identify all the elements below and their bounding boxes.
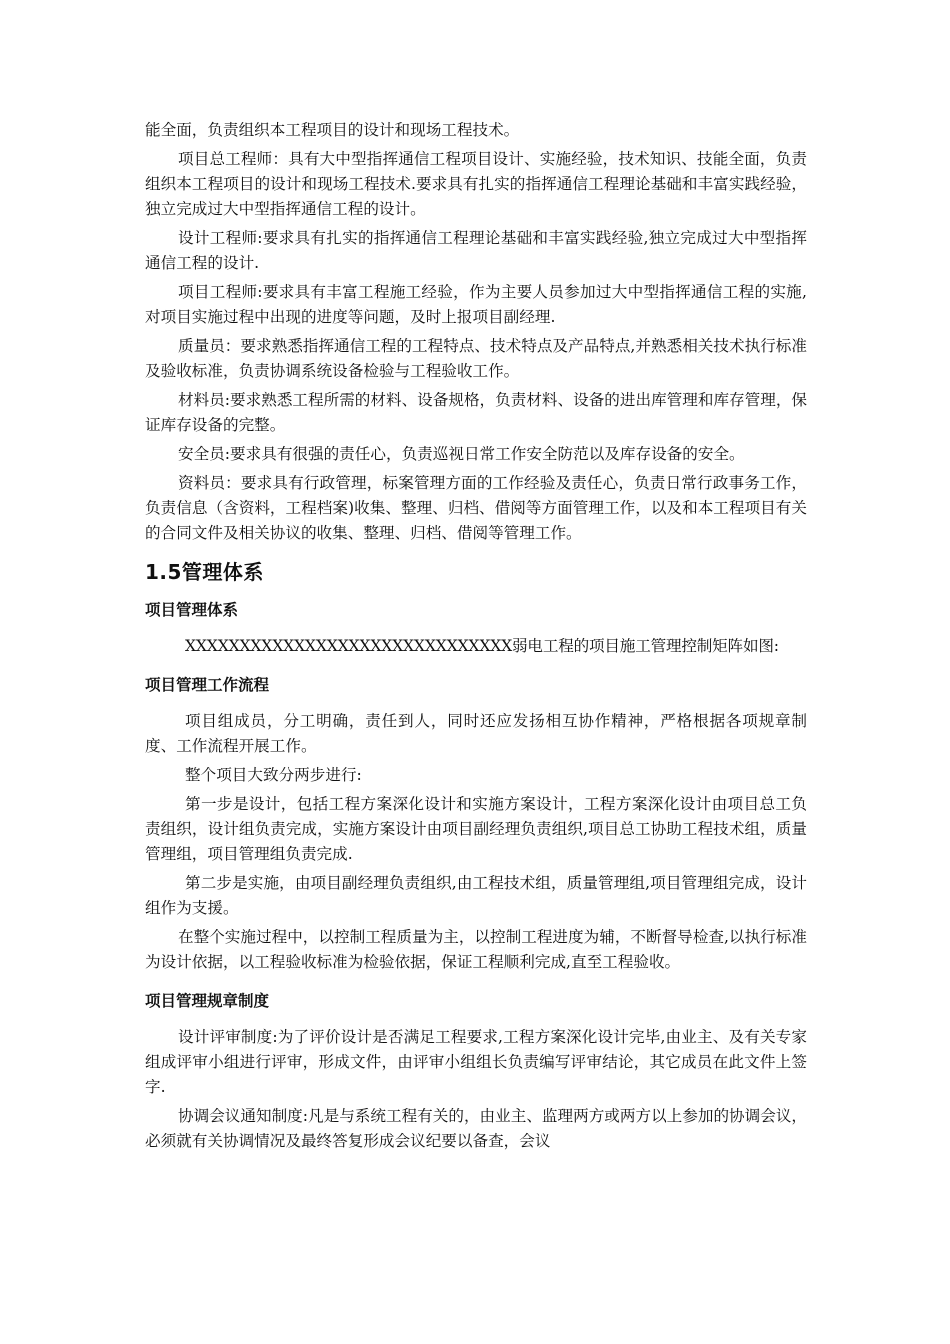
paragraph-design-engineer: 设计工程师:要求具有扎实的指挥通信工程理论基础和丰富实践经验,独立完成过大中型指挥通信工程的设计. [145, 229, 807, 272]
paragraph-project-engineer: 项目工程师:要求具有丰富工程施工经验，作为主要人员参加过大中型指挥通信工程的实施,对项目实施过程中出现的进度等问题，及时上报项目副经理. [145, 283, 807, 326]
subheading-workflow: 项目管理工作流程 [145, 676, 270, 694]
paragraph-safety-officer: 安全员:要求具有很强的责任心，负责巡视日常工作安全防范以及库存设备的安全。 [178, 445, 745, 463]
paragraph-workflow-steps: 整个项目大致分两步进行: [185, 766, 362, 784]
paragraph-design-review: 设计评审制度:为了评价设计是否满足工程要求,工程方案深化设计完毕,由业主、及有关专家组成评审小组进行评审，形成文件，由评审小组组长负责编写评审结论，其它成员在此文件上签字. [145, 1028, 807, 1096]
paragraph-coordination-meeting: 协调会议通知制度:凡是与系统工程有关的，由业主、监理两方或两方以上参加的协调会议，必须就有关协调情况及最终答复形成会议纪要以备查，会议 [145, 1107, 808, 1150]
paragraph-workflow-members: 项目组成员，分工明确，责任到人，同时还应发扬相互协作精神，严格根据各项规章制度、工作流程开展工作。 [145, 712, 807, 755]
paragraph-materials-officer: 材料员:要求熟悉工程所需的材料、设备规格，负责材料、设备的进出库管理和库存管理，保证库存设备的完整。 [145, 391, 808, 434]
paragraph-control-matrix: XXXXXXXXXXXXXXXXXXXXXXXXXXXXXX弱电工程的项目施工管理控制矩阵如图: [185, 637, 779, 655]
subheading-management-system: 项目管理体系 [145, 601, 239, 619]
paragraph-quality-officer: 质量员：要求熟悉指挥通信工程的工程特点、技术特点及产品特点,并熟悉相关技术执行标准及验收标准，负责协调系统设备检验与工程验收工作。 [145, 337, 807, 380]
paragraph-continuation: 能全面，负责组织本工程项目的设计和现场工程技术。 [145, 121, 520, 139]
paragraph-workflow-control: 在整个实施过程中，以控制工程质量为主，以控制工程进度为辅，不断督导检查,以执行标准为设计依据，以工程验收标准为检验依据，保证工程顺利完成,直至工程验收。 [145, 928, 807, 971]
paragraph-workflow-step-one: 第一步是设计，包括工程方案深化设计和实施方案设计，工程方案深化设计由项目总工负责组织，设计组负责完成，实施方案设计由项目副经理负责组织,项目总工协助工程技术组，质量管理组，项目管理组负责完成. [145, 795, 807, 863]
paragraph-records-officer: 资料员：要求具有行政管理，标案管理方面的工作经验及责任心，负责日常行政事务工作，负责信息（含资料，工程档案)收集、整理、归档、借阅等方面管理工作，以及和本工程项目有关的合同文件及相关协议的收集、整理、归档、借阅等管理工作。 [145, 474, 807, 542]
subheading-regulations: 项目管理规章制度 [145, 992, 270, 1010]
paragraph-chief-engineer: 项目总工程师：具有大中型指挥通信工程项目设计、实施经验，技术知识、技能全面，负责组织本工程项目的设计和现场工程技术.要求具有扎实的指挥通信工程理论基础和丰富实践经验，独立完成过大中型指挥通信工程的设计。 [145, 150, 807, 218]
document-page [145, 118, 807, 1154]
section-heading: 1.5管理体系 [145, 560, 264, 584]
paragraph-workflow-step-two: 第二步是实施，由项目副经理负责组织,由工程技术组，质量管理组,项目管理组完成，设计组作为支援。 [145, 874, 807, 917]
